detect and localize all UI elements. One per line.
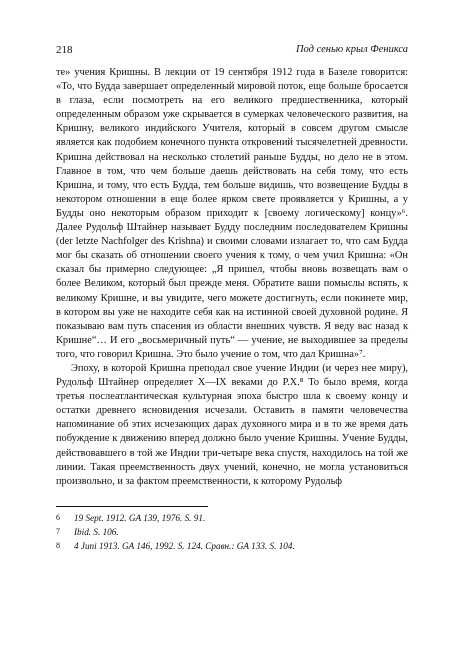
footnote-divider <box>56 506 208 507</box>
running-title: Под сенью крыл Феникса <box>295 44 408 55</box>
footnote-number: 7 <box>56 527 60 536</box>
footnote-text: 4 Juni 1913. GA 146, 1992. S. 124. Сравн.: GA 133. S. 104. <box>74 541 295 551</box>
footnote-number: 6 <box>56 513 60 522</box>
footnote <box>56 539 408 553</box>
page-header <box>56 44 408 58</box>
paragraph-1: те» учения Кришны. В лекции от 19 сентября 1912 года в Базеле говорится: «То, что Будда завершает определенный мировой поток, еще больше бросается в глаза, если посмотреть на его великого предшественника, который определенным образом уже скрывается в сумерках человеческого развития, на Кришну, великого индийского Учителя, который в совсем другом смысле является как подобием конечного пункта откровений тысячелетней древности. Кришна действовал на несколько столетий раньше Будды, но дело не в этом. Главное в том, что чем больше даешь действовать на себя тому, что есть Кришна, и тому, что есть Будда, тем больше видишь, что возвещение Будды в некотором отношении в еще более ярком свете проявляется у Кришны, а у Будды оно некоторым образом приходит к [своему логическому] концу»⁶. Далее Рудольф Штайнер называет Будду последним последователем Кришны (der letzte Nachfolger des Krishna) и своими словами излагает то, что сам Будда мог бы сказать об отношении своего учения к тому, о чем учил Кришна: «Он сказал бы примерно следующее: „Я пришел, чтобы вновь возвещать вам о более Великом, который был прежде меня. Обратите ваши помыслы вспять, к великому Кришне, и вы увидите, чего можете достигнуть, если покинете мир, в котором вы уже не находите себя как на истинной своей духовной родине. Я показываю вам путь спасения из области внешних чувств. Я веду вас назад к Кришне“… И его „восьмеричный путь“ — учение, не выходившее за пределы того, что говорил Кришна. Это было учение о том, что дал Кришна»⁷. <box>56 67 408 360</box>
footnote-number: 8 <box>56 541 60 550</box>
paragraph-2: Эпоху, в которой Кришна преподал свое учение Индии (и через нее миру), Рудольф Штайнер определяет X—IX веками до Р.Х.⁸ То было время, когда третья послеатлантическая культурная эпоха быстро шла к своему концу и остатки древнего ясновидения исчезали. Оставить в памяти человечества напоминание об этих исчезающих дарах духовного мира и в то же время дать побуждение к движению вперед должно было учение Кришны. Учение Будды, действовавшего в той же Индии три-четыре века спустя, находилось на той же линии. Такая преемственность двух учений, конечно, не могла установиться произвольно, и за фактом преемственности, к которому Рудольф <box>56 362 408 487</box>
footnote-text: 19 Sept. 1912. GA 139, 1976. S. 91. <box>74 513 206 523</box>
footnote <box>56 511 408 525</box>
page-number: 218 <box>56 44 73 56</box>
footnote <box>56 525 408 539</box>
footnote-text: Ibid. S. 106. <box>74 527 119 537</box>
footnotes <box>56 511 408 553</box>
body-text <box>56 66 408 489</box>
